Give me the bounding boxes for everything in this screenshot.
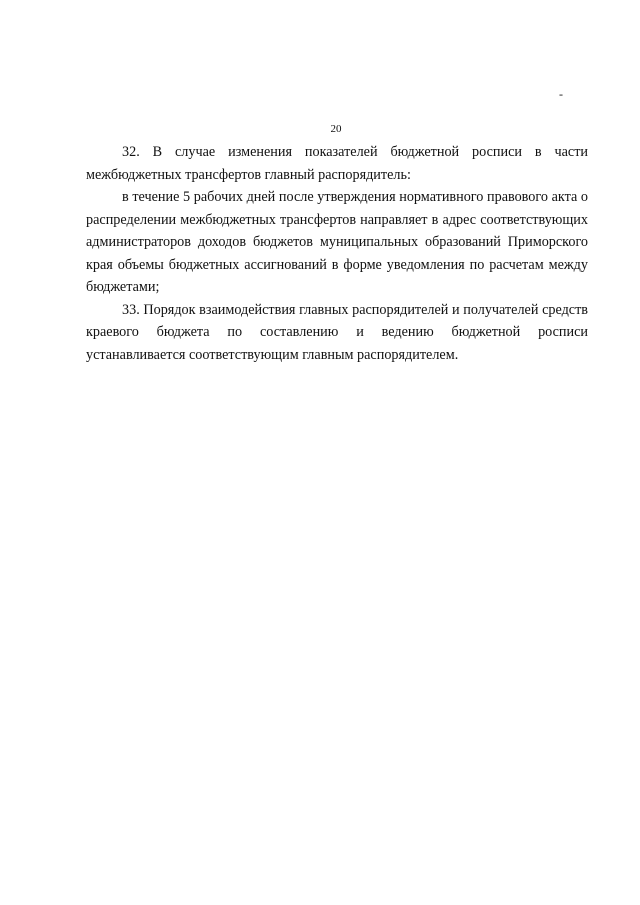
document-body [86,141,588,366]
paragraph-32: 32. В случае изменения показателей бюджетной росписи в части межбюджетных трансфертов главный распорядитель: [86,144,588,183]
corner-mark: - [559,87,563,101]
paragraph-33: 33. Порядок взаимодействия главных распорядителей и получателей средств краевого бюджета по составлению и ведению бюджетной росписи устанавливается соответствующим главным распорядителем. [86,301,588,363]
page-number: 20 [330,123,342,135]
paragraph-32-detail: в течение 5 рабочих дней после утверждения нормативного правового акта о распределении межбюджетных трансфертов направляет в адрес соответствующих администраторов доходов бюджетов муниципальных образований Приморского края объемы бюджетных ассигнований в форме уведомления по расчетам между бюджетами; [86,189,588,295]
